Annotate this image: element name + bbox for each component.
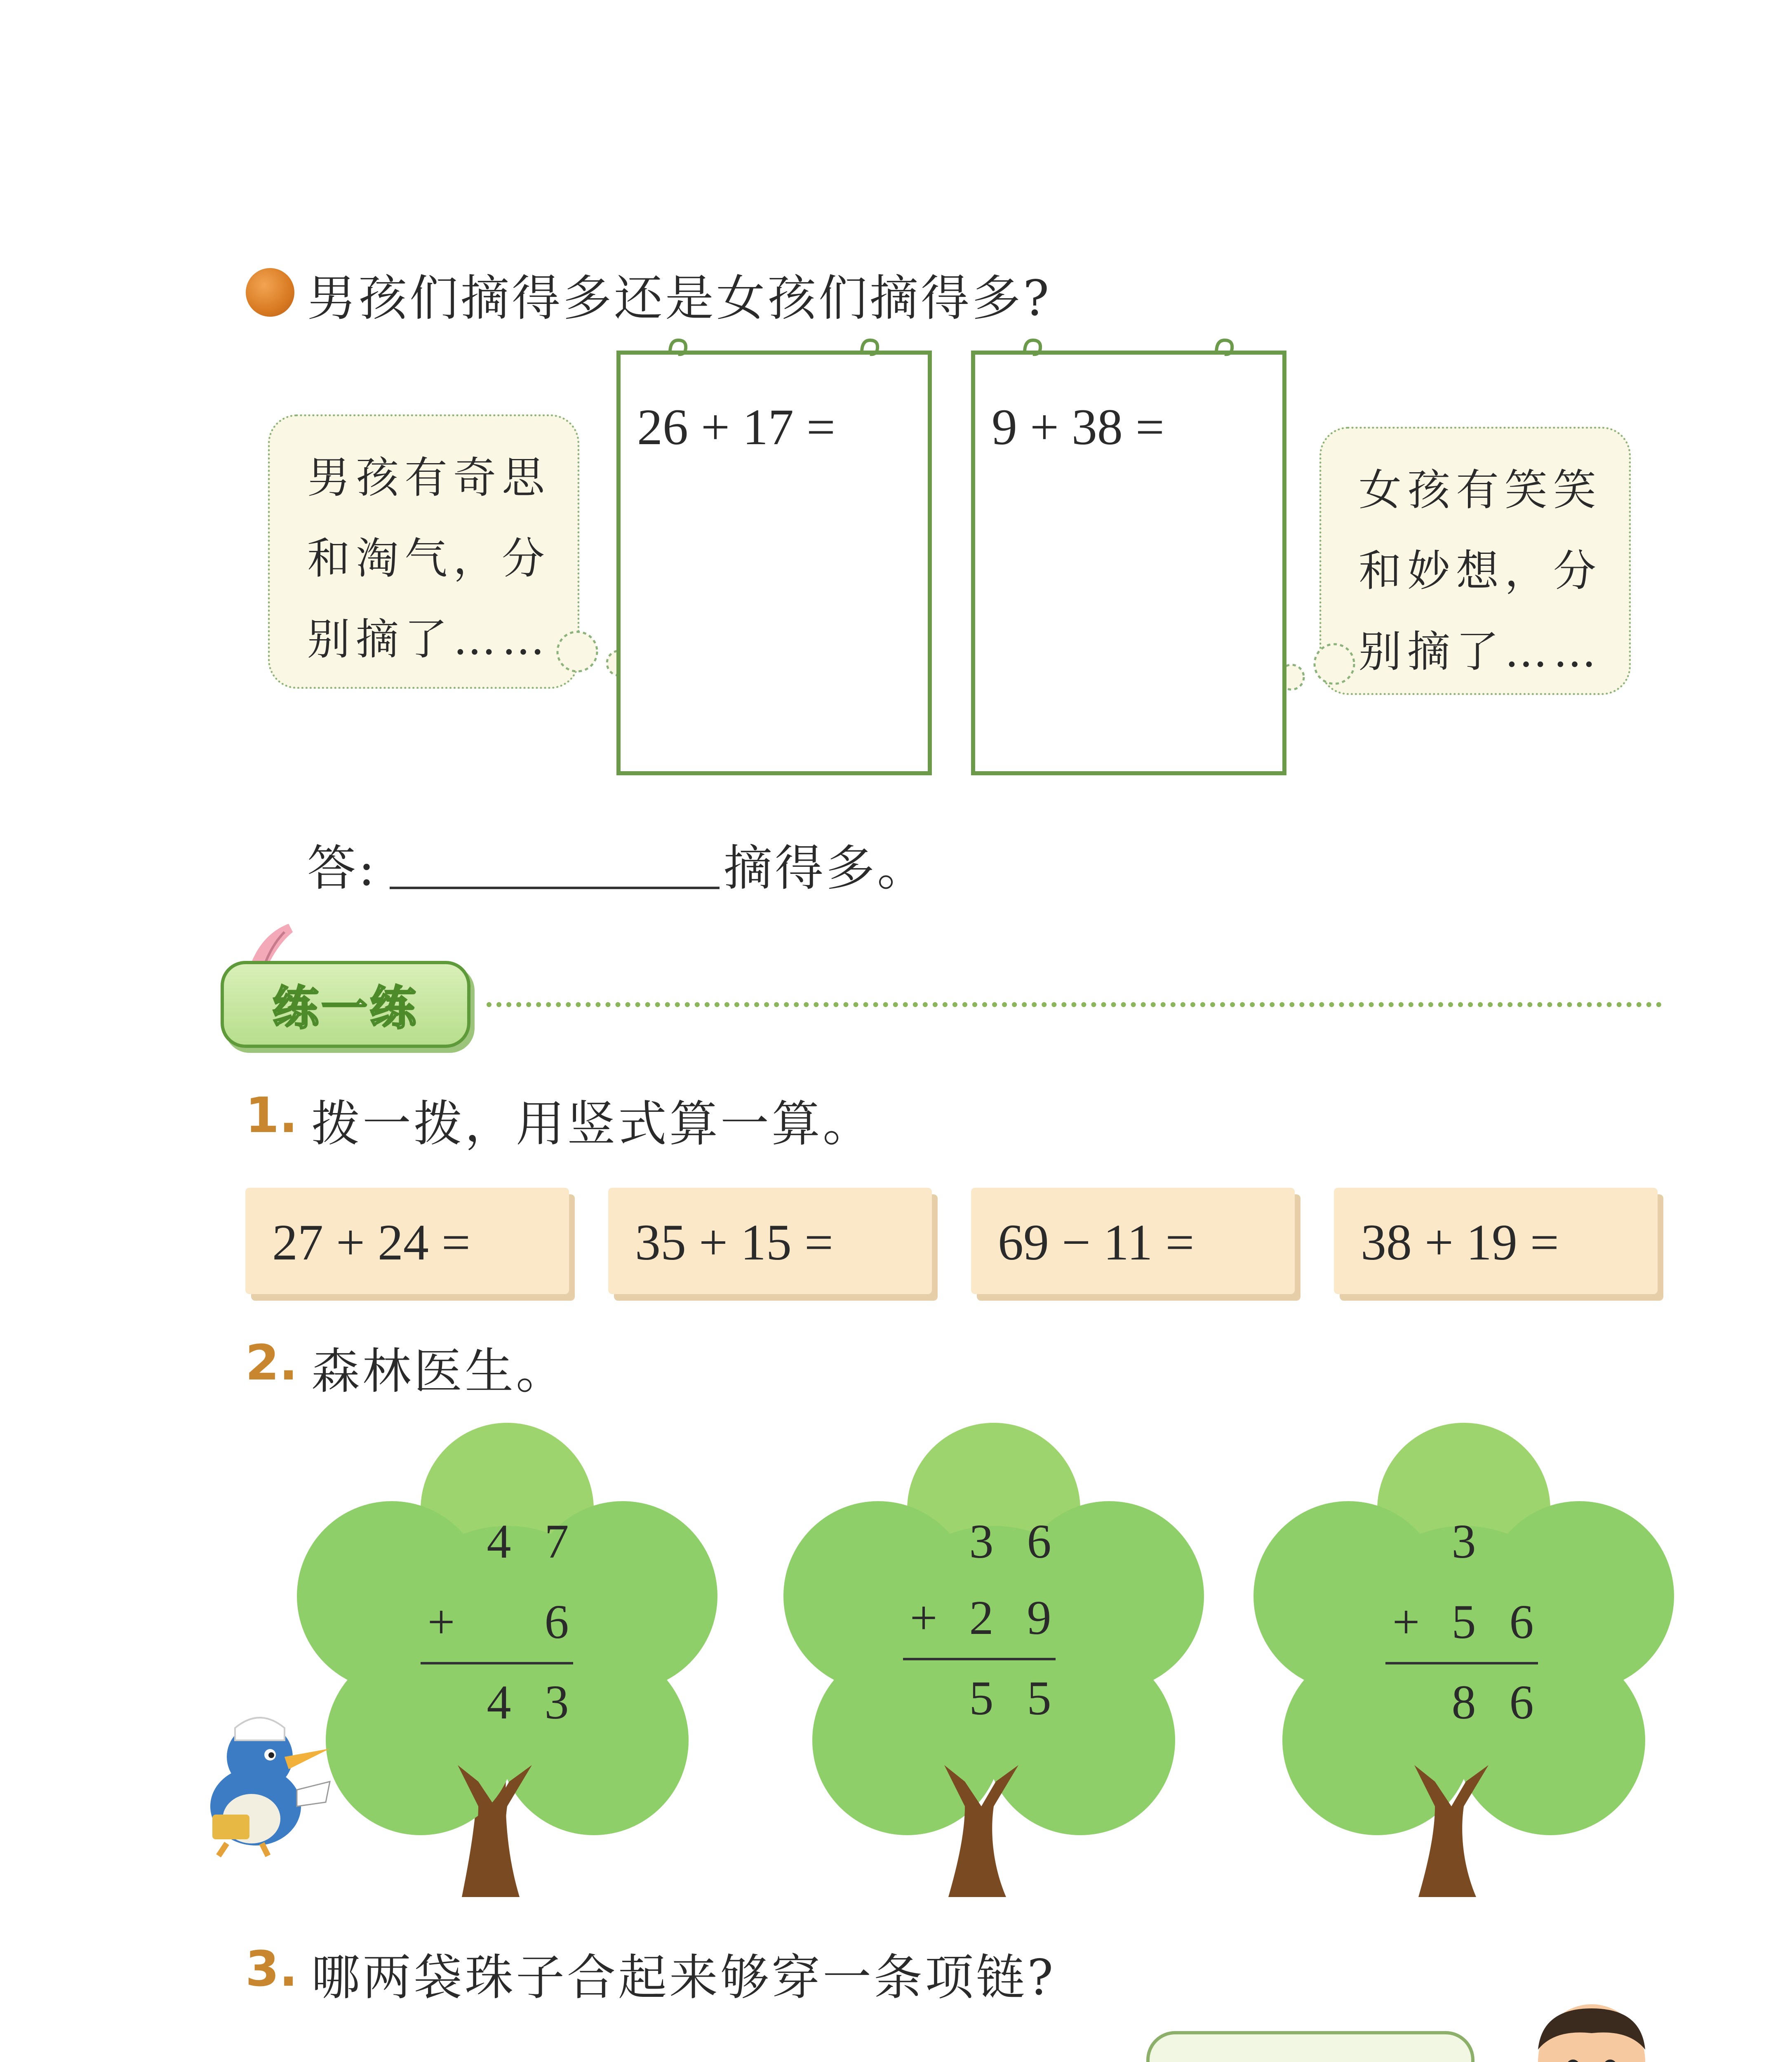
woodpecker-doctor-icon	[173, 1695, 346, 1868]
boy-bubble-line-1: 男孩有奇思	[307, 452, 551, 503]
ex3-title: 哪两袋珠子合起来够穿一条项链?	[311, 1949, 1056, 2006]
card-right-equation: 9 + 38 =	[992, 399, 1164, 455]
tree-3-top-ones: 3	[1451, 1514, 1476, 1568]
tree-1-res-ones: 3	[544, 1675, 569, 1729]
ring-icon	[1021, 336, 1045, 361]
tree-3-sum-line	[1385, 1662, 1538, 1664]
tree-1-res-tens: 4	[487, 1675, 511, 1729]
boy-character-icon	[1493, 1992, 1686, 2062]
tree-1-calc	[412, 1501, 586, 1732]
girl-bubble-line-2: 和妙想，分	[1359, 546, 1602, 596]
ex2-title: 森林医生。	[311, 1343, 567, 1400]
tree-2-res-tens: 5	[969, 1671, 994, 1725]
ex1-item-3: 69 − 11 =	[998, 1214, 1195, 1271]
girl-bubble-line-1: 女孩有笑笑	[1359, 465, 1602, 515]
ring-icon	[1212, 336, 1237, 361]
ex1-box-4	[1334, 1188, 1658, 1294]
boy-bubble-line-2: 和淘气，分	[307, 533, 551, 584]
tree-3-res-tens: 8	[1451, 1675, 1476, 1729]
ex1-number: 1.	[245, 1087, 298, 1144]
question-bullet-icon	[246, 268, 294, 317]
card-left	[616, 351, 932, 775]
boy-hint-bubble	[1146, 2031, 1475, 2062]
ex1-item-4: 38 + 19 =	[1361, 1214, 1559, 1271]
boy-speech-bubble	[268, 414, 579, 689]
card-right	[971, 351, 1286, 775]
tree-3-calc	[1377, 1501, 1550, 1732]
ex3-number: 3.	[245, 1940, 298, 1997]
tree-1-operator: +	[427, 1595, 455, 1649]
section-divider-top	[487, 1002, 1662, 1007]
tree-1-top-ones: 7	[544, 1514, 569, 1568]
ex1-item-2: 35 + 15 =	[635, 1214, 833, 1271]
ex1-box-1	[245, 1188, 569, 1294]
question-title: 男孩们摘得多还是女孩们摘得多?	[307, 270, 1052, 327]
tree-1-sum-line	[421, 1662, 573, 1664]
tree-2-top-tens: 3	[969, 1514, 994, 1568]
ex1-item-1: 27 + 24 =	[272, 1214, 470, 1271]
tree-2-top-ones: 6	[1027, 1514, 1051, 1568]
answer-prefix: 答:	[307, 840, 377, 897]
ring-icon	[666, 336, 691, 361]
ex1-box-2	[608, 1188, 932, 1294]
tree-2-sum-line	[903, 1658, 1056, 1660]
tree-1-mid-ones: 6	[544, 1595, 569, 1649]
tree-3-res-ones: 6	[1509, 1675, 1534, 1729]
tree-2-mid-tens: 2	[969, 1591, 994, 1645]
boy-bubble-line-3: 别摘了……	[307, 614, 551, 664]
ex1-box-3	[971, 1188, 1295, 1294]
answer-suffix: 摘得多。	[724, 840, 929, 897]
tree-2-operator: +	[910, 1591, 938, 1645]
card-left-equation: 26 + 17 =	[637, 399, 835, 455]
tree-1-top-tens: 4	[487, 1514, 511, 1568]
tree-3-mid-ones: 6	[1509, 1595, 1534, 1649]
answer-blank[interactable]	[390, 887, 720, 889]
tree-2-calc	[895, 1501, 1068, 1732]
tree-3-operator: +	[1392, 1595, 1420, 1649]
girl-bubble-line-3: 别摘了……	[1359, 626, 1602, 677]
tree-2-mid-ones: 9	[1027, 1591, 1051, 1645]
tree-3-mid-tens: 5	[1451, 1595, 1476, 1649]
ex2-number: 2.	[245, 1334, 298, 1391]
tree-2-res-ones: 5	[1027, 1671, 1051, 1725]
practice-badge-label: 练一练	[273, 982, 419, 1035]
practice-badge	[221, 961, 470, 1048]
girl-speech-bubble	[1319, 427, 1631, 695]
ring-icon	[858, 336, 882, 361]
ex1-title: 拨一拨，用竖式算一算。	[311, 1095, 874, 1152]
